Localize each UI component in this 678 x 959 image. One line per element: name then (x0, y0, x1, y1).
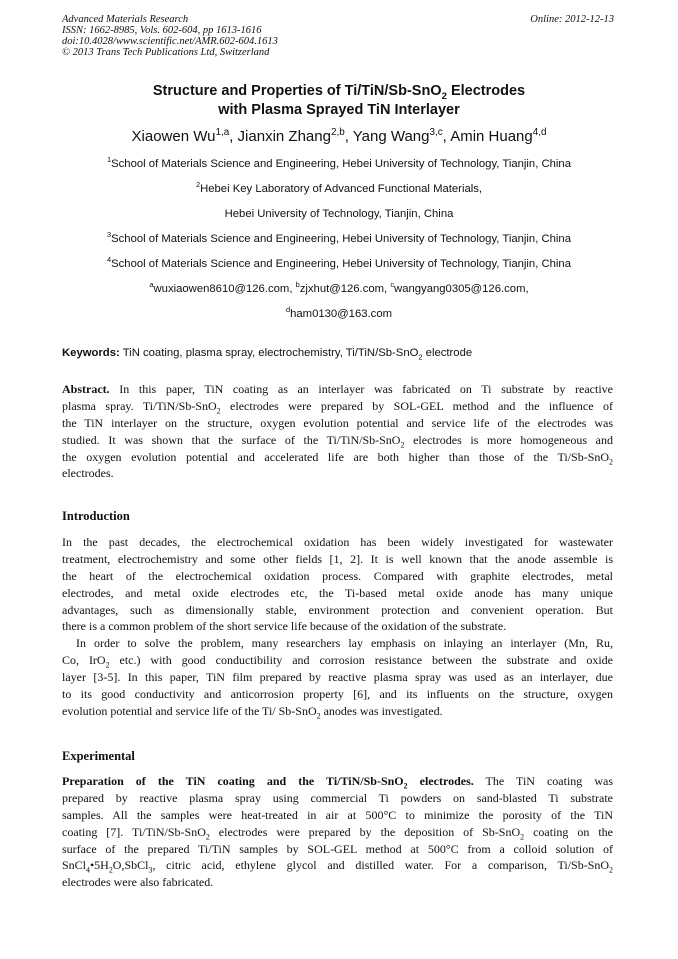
keywords-label: Keywords: (62, 347, 120, 359)
email-line-2: $^d$ham0130@163.com (285, 305, 393, 320)
affiliation-1: $^1$School of Materials Science and Engineering, Hebei University of Technology, Tianjin, China (106, 155, 571, 170)
section-heading-introduction: Introduction (62, 509, 130, 523)
abstract: Abstract. In this paper, TiN coating as an interlayer was fabricated on Ti substrate by reactive plasma spray. Ti/TiN/Sb-SnO$_2$ electrodes were prepared by SOL-GEL method and the influence of the TiN interlayer on the structure, oxygen evolution potential and service life of the electrodes was studied. It was shown that the surface of the Ti/TiN/Sb-SnO$_2$ electrodes is more homogeneous and the oxygen evolution potential and accelerated life are both higher than those of the Ti/Sb-SnO$_2$ electrodes. (62, 382, 614, 481)
subsection-heading: Preparation of the TiN coating and the Ti/TiN/Sb-SnO$_2$ electrodes. (62, 774, 474, 791)
affiliation-2-cont: Hebei University of Technology, Tianjin, China (224, 208, 454, 220)
affiliations (62, 155, 616, 330)
online-date: Online: 2012-12-13 (530, 14, 614, 25)
doi-line: doi:10.4028/www.scientific.net/AMR.602-604.1613 (62, 36, 278, 47)
journal-name: Advanced Materials Research (62, 14, 189, 25)
author: Jianxin Zhang$^{2,b}$, (237, 127, 353, 145)
section-heading-experimental: Experimental (62, 749, 135, 763)
issn-line: ISSN: 1662-8985, Vols. 602-604, pp 1613-1616 (62, 25, 262, 36)
affiliation-2: $^2$Hebei Key Laboratory of Advanced Functional Materials, (195, 180, 483, 195)
paper-title: Structure and Properties of Ti/TiN/Sb-SnO$_2$ Electrodes with Plasma Sprayed TiN Interlayer (152, 83, 526, 118)
affiliation-4: $^4$School of Materials Science and Engineering, Hebei University of Technology, Tianjin, China (106, 255, 571, 270)
introduction-text: In the past decades, the electrochemical oxidation has been widely investigated for wastewater treatment, electrochemistry and some other fields [1, 2]. It is well known that the anode assemble is the heart of the electrochemical oxidation process. Compared with graphite electrodes, metal electrodes, and metal oxide electrodes etc, the Ti-based metal oxide anode has many unique advantages, such as dimensionally stable, environment protection and convenient operation. But there is a common problem of the short service life because of the oxidation of the substrate. In order to solve the problem, many researchers lay emphasis on inlaying an interlayer (Mn, Ru, Co, IrO$_2$ etc.) with good conductibility and corrosion resistance between the substrate and oxide layer [3-5]. In this paper, TiN film prepared by reactive plasma spray was used as an interlayer, due to its good conductivity and anticorrosion property [6], and its influents on the structure, oxygen evolution potential and service life of the Ti/ Sb-SnO$_2$ anodes was investigated. (62, 535, 613, 721)
affiliation-3: $^3$School of Materials Science and Engineering, Hebei University of Technology, Tianjin, China (106, 230, 571, 245)
author: Xiaowen Wu$^{1,a}$, (131, 127, 238, 145)
experimental-text: Preparation of the TiN coating and the Ti/TiN/Sb-SnO$_2$ electrodes. The TiN coating was prepared by reactive plasma spray using commercial Ti powders on sand-blasted Ti substrate samples. All the samples were heat-treated in air at 500°C to minimize the porosity of the TiN coating [7]. Ti/TiN/Sb-SnO$_2$ electrodes were prepared by the deposition of Sb-SnO$_2$ coating on the surface of the prepared Ti/TiN samples by SOL-GEL method at 500°C from a colloid solution of $SnCl_4•5H_2O,SbCl_3$, citric acid, ethylene glycol and distilled water. For a comparison, Ti/Sb-SnO$_2$ electrodes were also fabricated. (62, 774, 613, 890)
author: Yang Wang$^{3,c}$, (352, 127, 451, 145)
author: Amin Huang$^{4,d}$ (450, 127, 547, 145)
copyright-line: © 2013 Trans Tech Publications Ltd, Switzerland (62, 47, 270, 58)
email-line-1: $^a$wuxiaowen8610@126.com, $^b$zjxhut@126.com, $^c$wangyang0305@126.com, (149, 280, 529, 295)
journal-header (62, 14, 622, 58)
abstract-label: Abstract. (62, 382, 110, 396)
keywords: Keywords: TiN coating, plasma spray, electrochemistry, Ti/TiN/Sb-SnO$_2$ electrode (62, 347, 473, 362)
author-list (62, 127, 616, 147)
